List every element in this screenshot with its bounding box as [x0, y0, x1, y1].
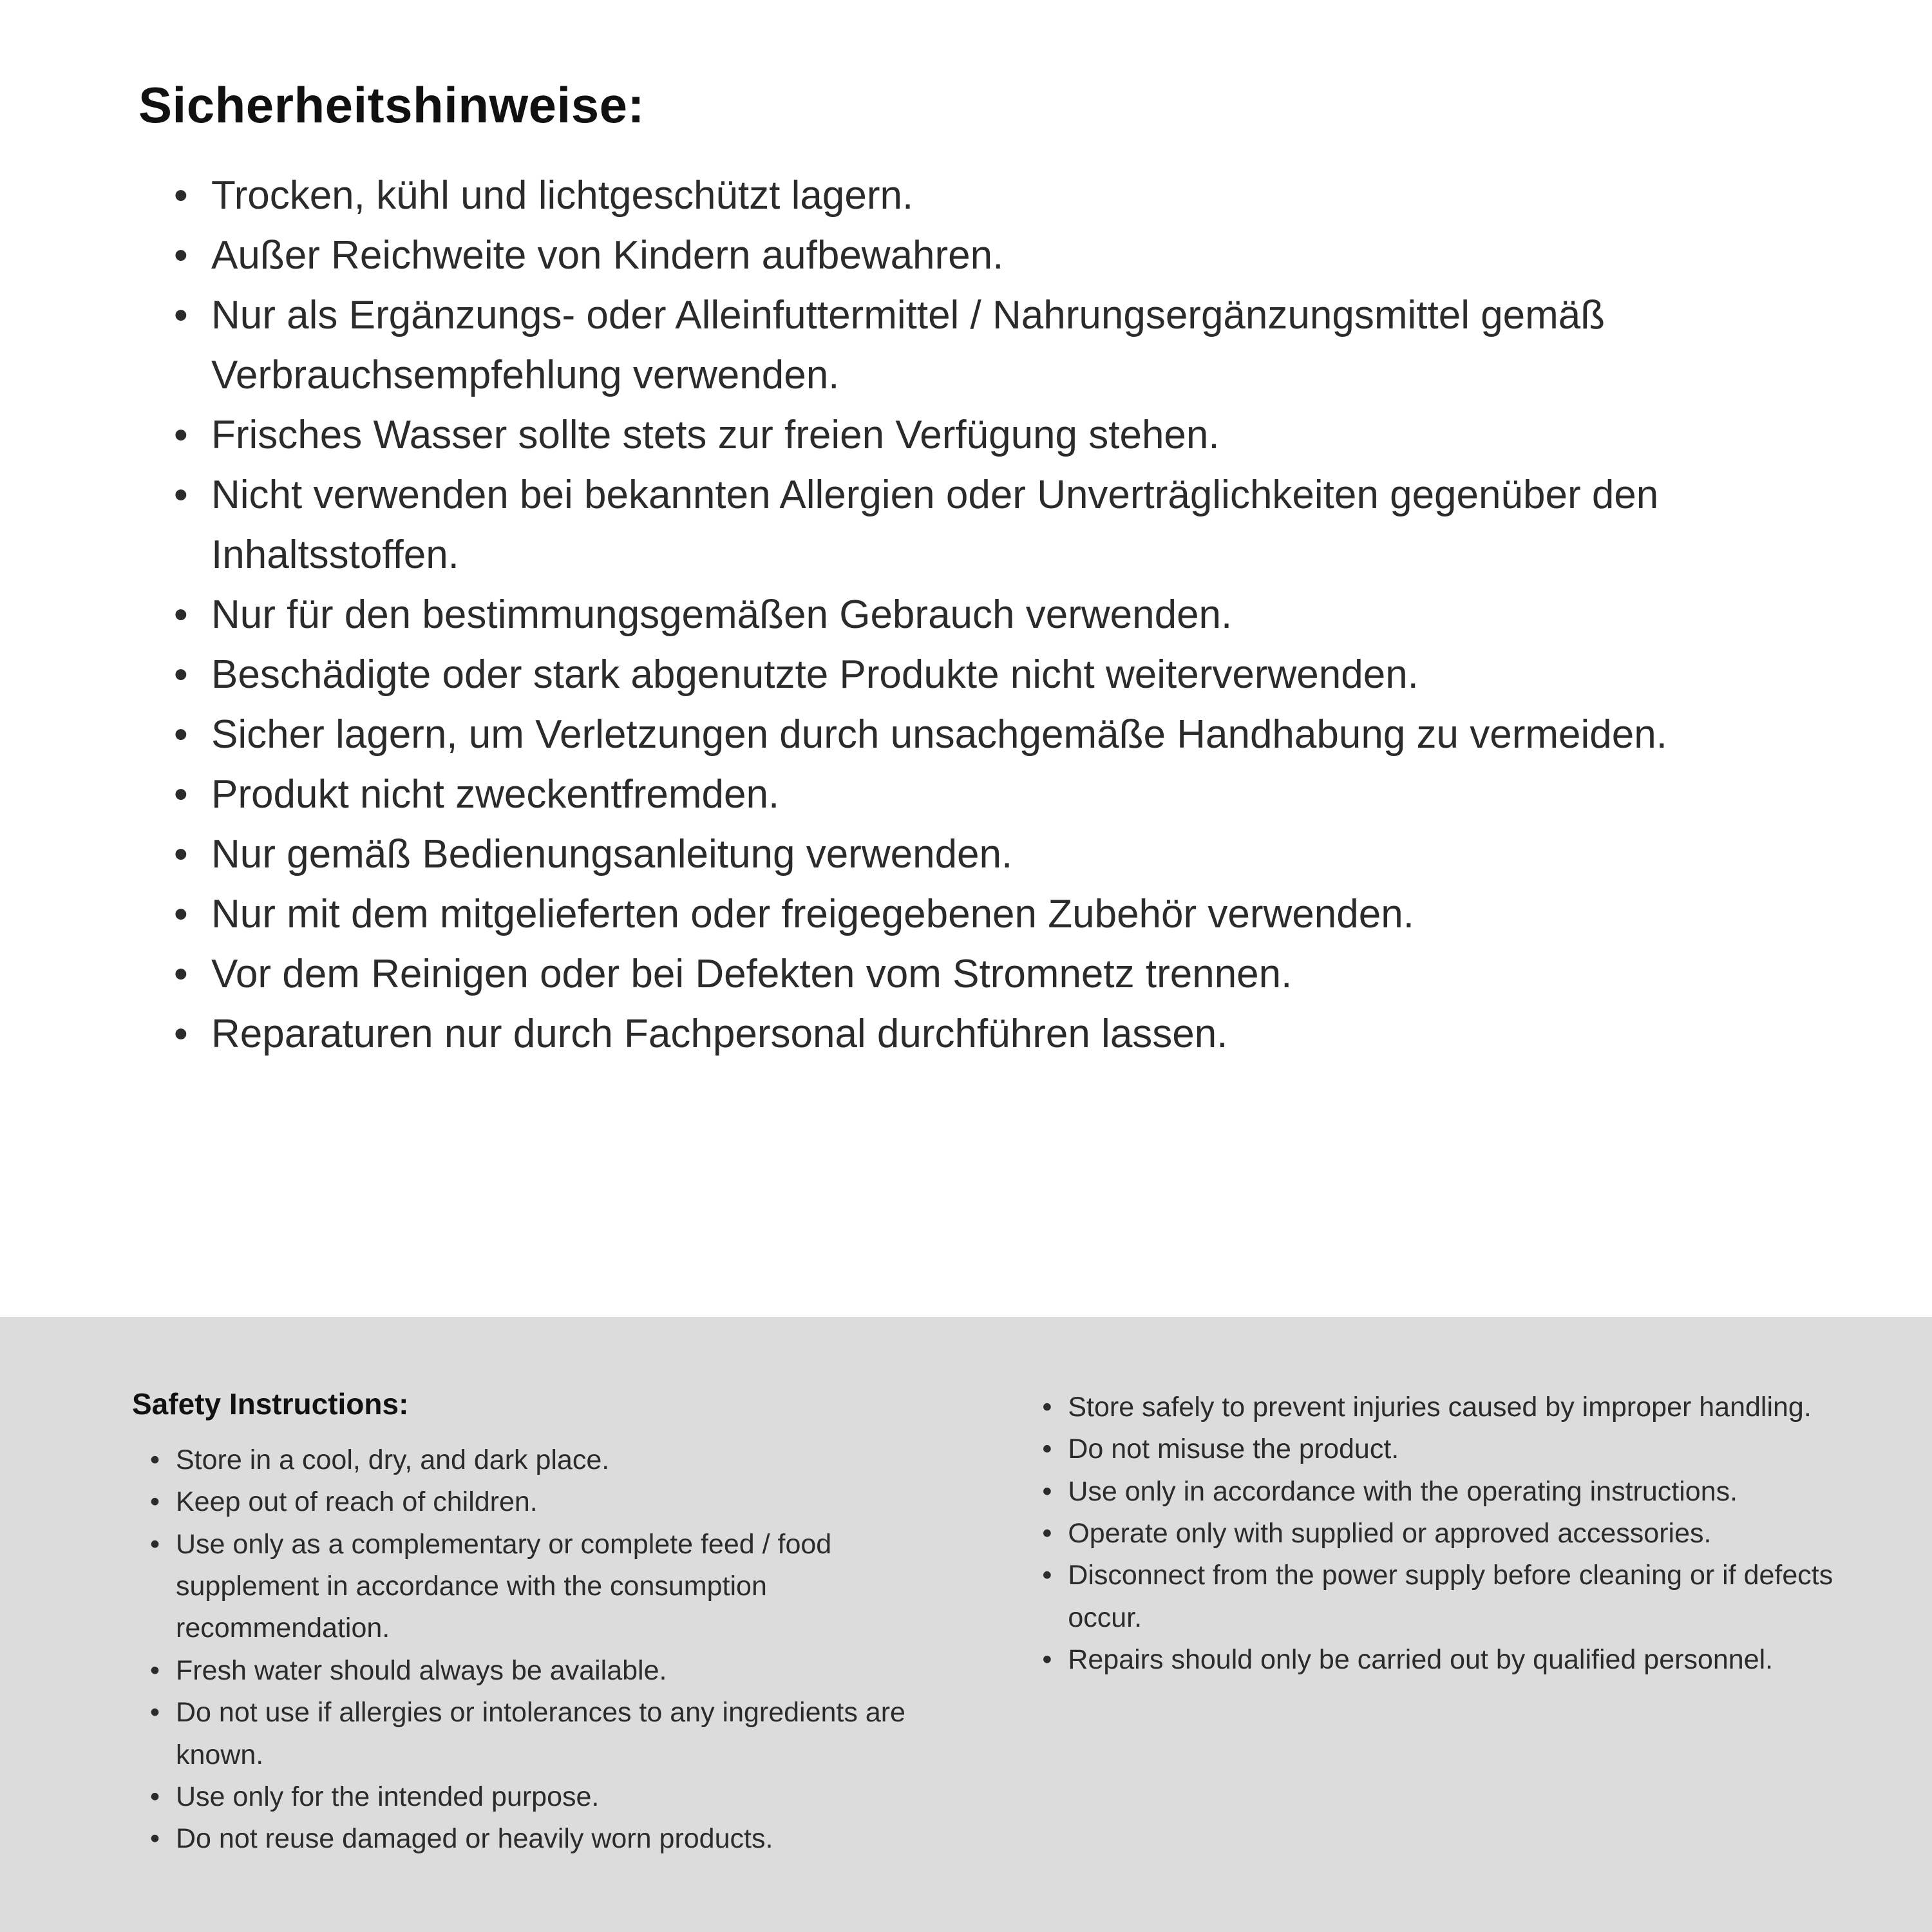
english-heading: Safety Instructions:: [132, 1387, 409, 1421]
list-item: • Use only in accordance with the operating instructions.: [1038, 1471, 1848, 1513]
list-item: • Produkt nicht zweckentfremden.: [174, 764, 1719, 824]
list-item: • Trocken, kühl und lichtgeschützt lagern.: [174, 166, 1719, 225]
list-item: • Nicht verwenden bei bekannten Allergien oder Unverträglichkeiten gegenüber den Inhaltsstoffen.: [174, 465, 1719, 585]
list-item: • Nur als Ergänzungs- oder Alleinfuttermittel / Nahrungsergänzungsmittel gemäß Verbrauchsempfehlung verwenden.: [174, 285, 1719, 405]
list-item: • Store in a cool, dry, and dark place.: [146, 1439, 954, 1481]
list-item: • Do not reuse damaged or heavily worn products.: [146, 1818, 954, 1860]
list-item: • Disconnect from the power supply before cleaning or if defects occur.: [1038, 1555, 1848, 1639]
english-right-column: [1038, 1387, 1848, 1932]
list-item: • Repairs should only be carried out by qualified personnel.: [1038, 1639, 1848, 1681]
english-section: [0, 1317, 1932, 1932]
english-safety-list-right: [1038, 1387, 1848, 1681]
list-item: • Operate only with supplied or approved accessories.: [1038, 1513, 1848, 1555]
list-item: • Nur für den bestimmungsgemäßen Gebrauch verwenden.: [174, 585, 1719, 645]
english-left-column: [132, 1387, 954, 1932]
german-heading: Sicherheitshinweise:: [138, 77, 645, 133]
list-item: • Außer Reichweite von Kindern aufbewahren.: [174, 225, 1719, 285]
list-item: • Do not use if allergies or intolerances to any ingredients are known.: [146, 1692, 954, 1776]
list-item: • Fresh water should always be available.: [146, 1650, 954, 1692]
list-item: • Reparaturen nur durch Fachpersonal durchführen lassen.: [174, 1004, 1719, 1064]
german-safety-list: [138, 166, 1719, 1064]
list-item: • Vor dem Reinigen oder bei Defekten vom Stromnetz trennen.: [174, 944, 1719, 1004]
list-item: • Store safely to prevent injuries caused by improper handling.: [1038, 1387, 1848, 1428]
list-item: • Do not misuse the product.: [1038, 1428, 1848, 1470]
list-item: • Use only for the intended purpose.: [146, 1776, 954, 1818]
list-item: • Nur gemäß Bedienungsanleitung verwenden.: [174, 824, 1719, 884]
list-item: • Nur mit dem mitgelieferten oder freigegebenen Zubehör verwenden.: [174, 884, 1719, 944]
english-safety-list-left: [132, 1439, 954, 1861]
list-item: • Keep out of reach of children.: [146, 1481, 954, 1523]
list-item: • Beschädigte oder stark abgenutzte Produkte nicht weiterverwenden.: [174, 645, 1719, 705]
list-item: • Frisches Wasser sollte stets zur freien Verfügung stehen.: [174, 405, 1719, 465]
list-item: • Use only as a complementary or complete feed / food supplement in accordance with the consumption recommendation.: [146, 1524, 954, 1650]
list-item: • Sicher lagern, um Verletzungen durch unsachgemäße Handhabung zu vermeiden.: [174, 705, 1719, 764]
